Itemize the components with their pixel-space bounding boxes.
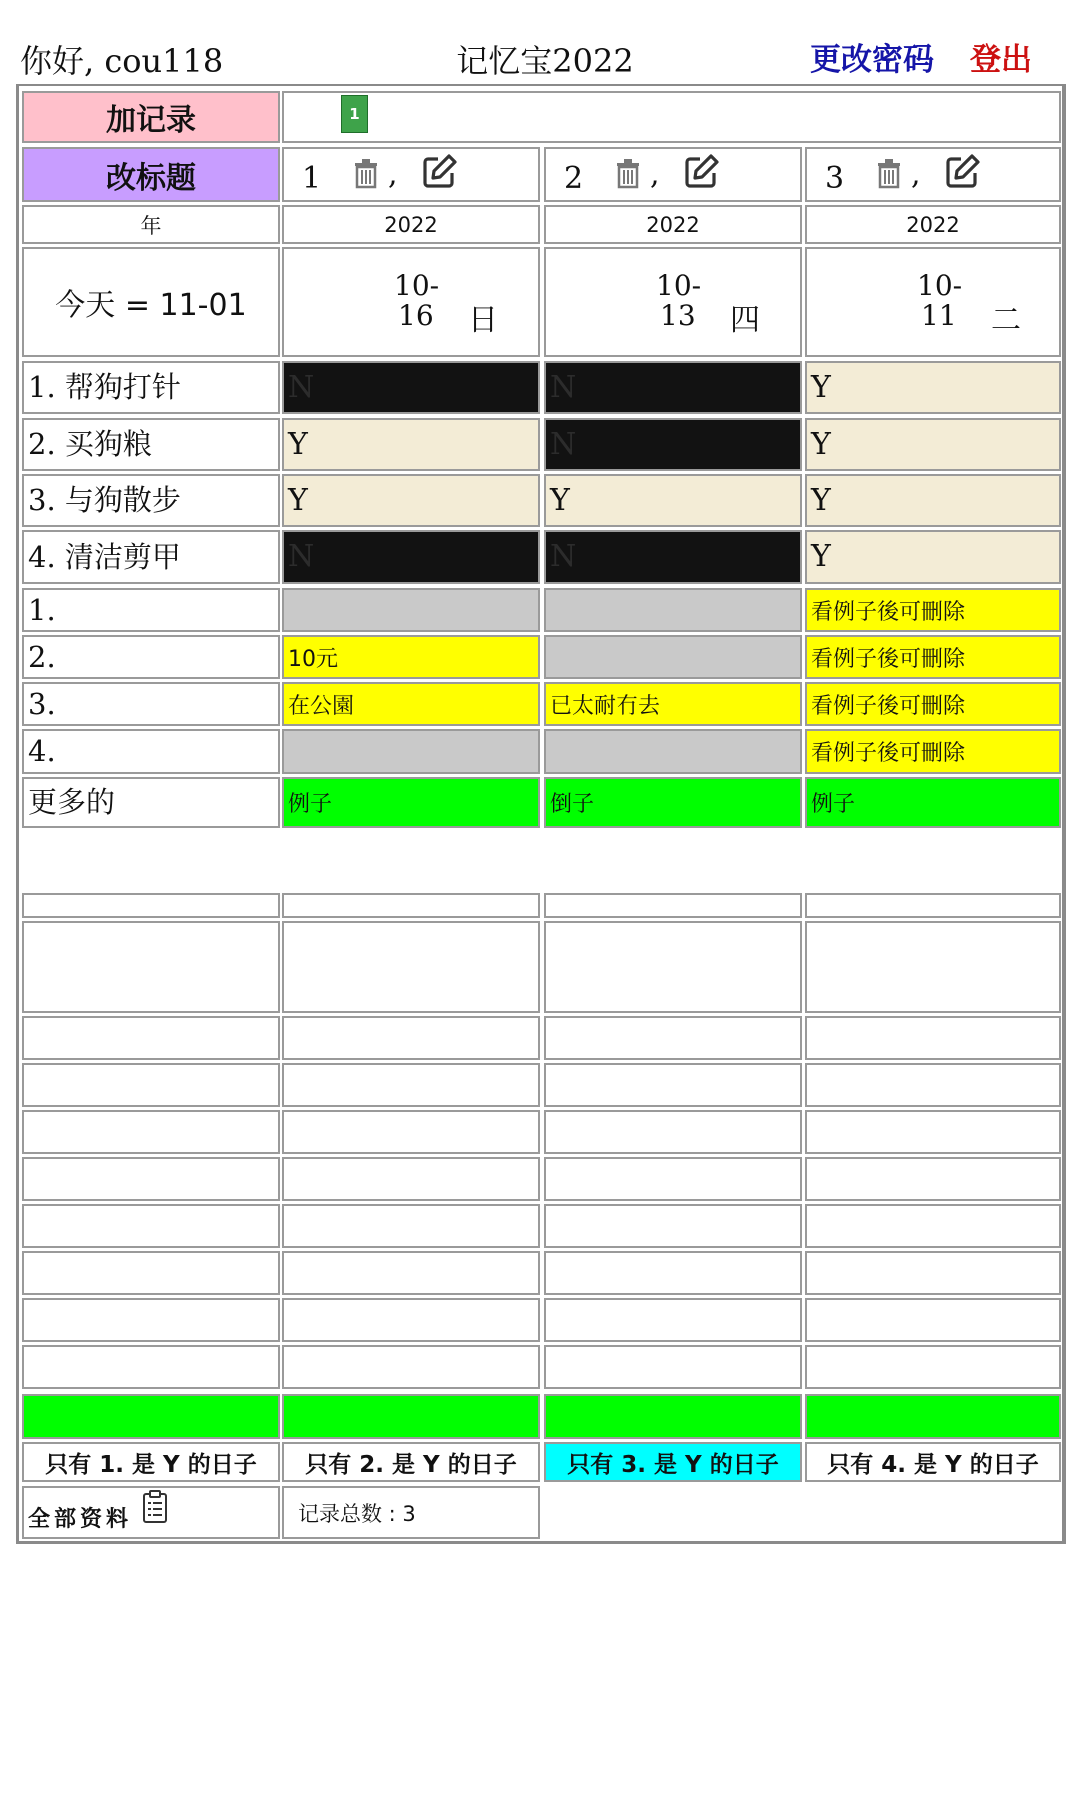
year-label-text: 年 (140, 213, 162, 238)
empty-cell (544, 1063, 802, 1107)
task-status-cell[interactable]: Y (805, 361, 1061, 414)
empty-cell (805, 1063, 1061, 1107)
more-cell[interactable]: 例子 (805, 777, 1061, 828)
note-cell[interactable]: 10元 (282, 635, 540, 679)
logout-link[interactable]: 登出 (970, 42, 1032, 78)
note-label: 2. (22, 635, 280, 679)
note-cell[interactable]: 看例子後可刪除 (805, 635, 1061, 679)
empty-cell (282, 1251, 540, 1295)
note-cell[interactable] (282, 729, 540, 774)
empty-cell (22, 1345, 280, 1389)
edit-icon[interactable] (945, 153, 981, 189)
green-bar-cell (805, 1394, 1061, 1439)
empty-cell (282, 1110, 540, 1154)
all-data-button[interactable] (22, 1486, 280, 1539)
empty-cell (544, 1298, 802, 1342)
note-cell[interactable] (544, 729, 802, 774)
task-status-cell[interactable]: Y (805, 530, 1061, 584)
all-data-label: 全部资料 (28, 1507, 133, 1532)
column-header-3 (805, 147, 1061, 202)
task-status-cell[interactable]: N (282, 361, 540, 414)
date-day: 11 (921, 299, 957, 332)
edit-titles-label: 改标题 (106, 160, 196, 196)
clipboard-icon[interactable] (142, 1490, 168, 1524)
empty-cell (282, 1298, 540, 1342)
green-bar-cell (282, 1394, 540, 1439)
note-cell[interactable]: 在公園 (282, 682, 540, 726)
filter-task-3-button[interactable]: 只有 3. 是 Y 的日子 (544, 1442, 802, 1482)
empty-cell (22, 1016, 280, 1060)
separator: , (911, 157, 921, 192)
note-cell[interactable] (544, 588, 802, 632)
year-value: 2022 (384, 212, 438, 237)
task-status-cell[interactable]: N (544, 361, 802, 414)
date-month: 10- (394, 269, 440, 302)
empty-cell (22, 1251, 280, 1295)
green-bar-cell (544, 1394, 802, 1439)
note-cell[interactable]: 看例子後可刪除 (805, 682, 1061, 726)
date-month: 10- (917, 269, 963, 302)
empty-cell (282, 1345, 540, 1389)
date-month: 10- (656, 269, 702, 302)
task-status-cell[interactable]: N (282, 530, 540, 584)
separator: , (388, 157, 398, 192)
empty-cell (22, 1298, 280, 1342)
empty-cell (282, 1157, 540, 1201)
empty-cell (22, 1063, 280, 1107)
trash-icon[interactable] (875, 157, 903, 189)
empty-cell (805, 1298, 1061, 1342)
empty-cell (544, 1251, 802, 1295)
column-number: 2 (564, 161, 584, 196)
year-label (22, 205, 280, 244)
empty-cell (282, 1063, 540, 1107)
column-header-2 (544, 147, 802, 202)
add-record-label: 加记录 (106, 103, 196, 138)
date-day: 16 (398, 299, 434, 332)
change-password-link[interactable]: 更改密码 (810, 42, 934, 78)
task-label: 2. 买狗粮 (22, 418, 280, 471)
green-bar-cell (22, 1394, 280, 1439)
empty-cell (805, 1251, 1061, 1295)
page-1-button[interactable]: 1 (341, 95, 368, 133)
empty-cell (805, 893, 1061, 918)
task-label: 4. 清洁剪甲 (22, 530, 280, 584)
app-title: 记忆宝2022 (456, 42, 634, 80)
empty-cell (544, 921, 802, 1013)
empty-cell (544, 1157, 802, 1201)
empty-cell (805, 1157, 1061, 1201)
more-cell[interactable]: 倒子 (544, 777, 802, 828)
year-cell (805, 205, 1061, 244)
column-header-1 (282, 147, 540, 202)
top-bar (0, 0, 1080, 86)
date-day: 13 (660, 299, 696, 332)
note-label: 4. (22, 729, 280, 774)
today-label (22, 247, 280, 357)
column-number: 3 (825, 161, 845, 196)
edit-icon[interactable] (684, 153, 720, 189)
note-cell[interactable]: 已太耐冇去 (544, 682, 802, 726)
task-label: 1. 帮狗打针 (22, 361, 280, 414)
filter-task-2-button[interactable]: 只有 2. 是 Y 的日子 (282, 1442, 540, 1482)
note-cell[interactable]: 看例子後可刪除 (805, 588, 1061, 632)
empty-cell (22, 1204, 280, 1248)
empty-cell (22, 1110, 280, 1154)
empty-cell (22, 921, 280, 1013)
edit-icon[interactable] (422, 153, 458, 189)
empty-cell (22, 1157, 280, 1201)
empty-cell (805, 1016, 1061, 1060)
task-status-cell[interactable]: Y (282, 418, 540, 471)
trash-icon[interactable] (352, 157, 380, 189)
empty-cell (282, 893, 540, 918)
date-cell[interactable] (282, 247, 540, 357)
more-label: 更多的 (22, 777, 280, 828)
year-cell (282, 205, 540, 244)
date-cell[interactable] (805, 247, 1061, 357)
empty-cell (544, 1204, 802, 1248)
date-cell[interactable] (544, 247, 802, 357)
task-status-cell[interactable]: N (544, 530, 802, 584)
task-status-cell[interactable]: Y (282, 474, 540, 527)
note-cell[interactable] (282, 588, 540, 632)
year-value: 2022 (906, 212, 960, 237)
empty-cell (805, 1204, 1061, 1248)
weekday: 四 (730, 303, 760, 338)
weekday: 日 (468, 303, 498, 338)
empty-cell (805, 1345, 1061, 1389)
note-cell[interactable] (544, 635, 802, 679)
year-cell (544, 205, 802, 244)
today-text: 今天 = 11-01 (55, 288, 247, 323)
filter-task-4-button[interactable]: 只有 4. 是 Y 的日子 (805, 1442, 1061, 1482)
empty-cell (282, 1204, 540, 1248)
more-cell[interactable]: 例子 (282, 777, 540, 828)
add-record-button[interactable] (22, 91, 280, 143)
weekday: 二 (991, 303, 1021, 338)
trash-icon[interactable] (614, 157, 642, 189)
note-label: 3. (22, 682, 280, 726)
note-cell[interactable]: 看例子後可刪除 (805, 729, 1061, 774)
empty-cell (805, 1110, 1061, 1154)
empty-cell (22, 893, 280, 918)
empty-cell (544, 893, 802, 918)
task-label: 3. 与狗散步 (22, 474, 280, 527)
empty-cell (282, 921, 540, 1013)
column-number: 1 (302, 161, 322, 196)
empty-cell (282, 1016, 540, 1060)
empty-cell (544, 1345, 802, 1389)
task-status-cell[interactable]: Y (805, 418, 1061, 471)
year-value: 2022 (646, 212, 700, 237)
empty-cell (544, 1016, 802, 1060)
empty-cell (805, 921, 1061, 1013)
edit-titles-button[interactable] (22, 147, 280, 202)
task-status-cell[interactable]: Y (544, 474, 802, 527)
separator: , (650, 157, 660, 192)
task-status-cell[interactable]: Y (805, 474, 1061, 527)
empty-cell (544, 1110, 802, 1154)
task-status-cell[interactable]: N (544, 418, 802, 471)
greeting: 你好, cou118 (20, 42, 224, 80)
note-label: 1. (22, 588, 280, 632)
pagination-bar (282, 91, 1061, 143)
record-count: 记录总数 : 3 (282, 1486, 540, 1539)
filter-task-1-button[interactable]: 只有 1. 是 Y 的日子 (22, 1442, 280, 1482)
